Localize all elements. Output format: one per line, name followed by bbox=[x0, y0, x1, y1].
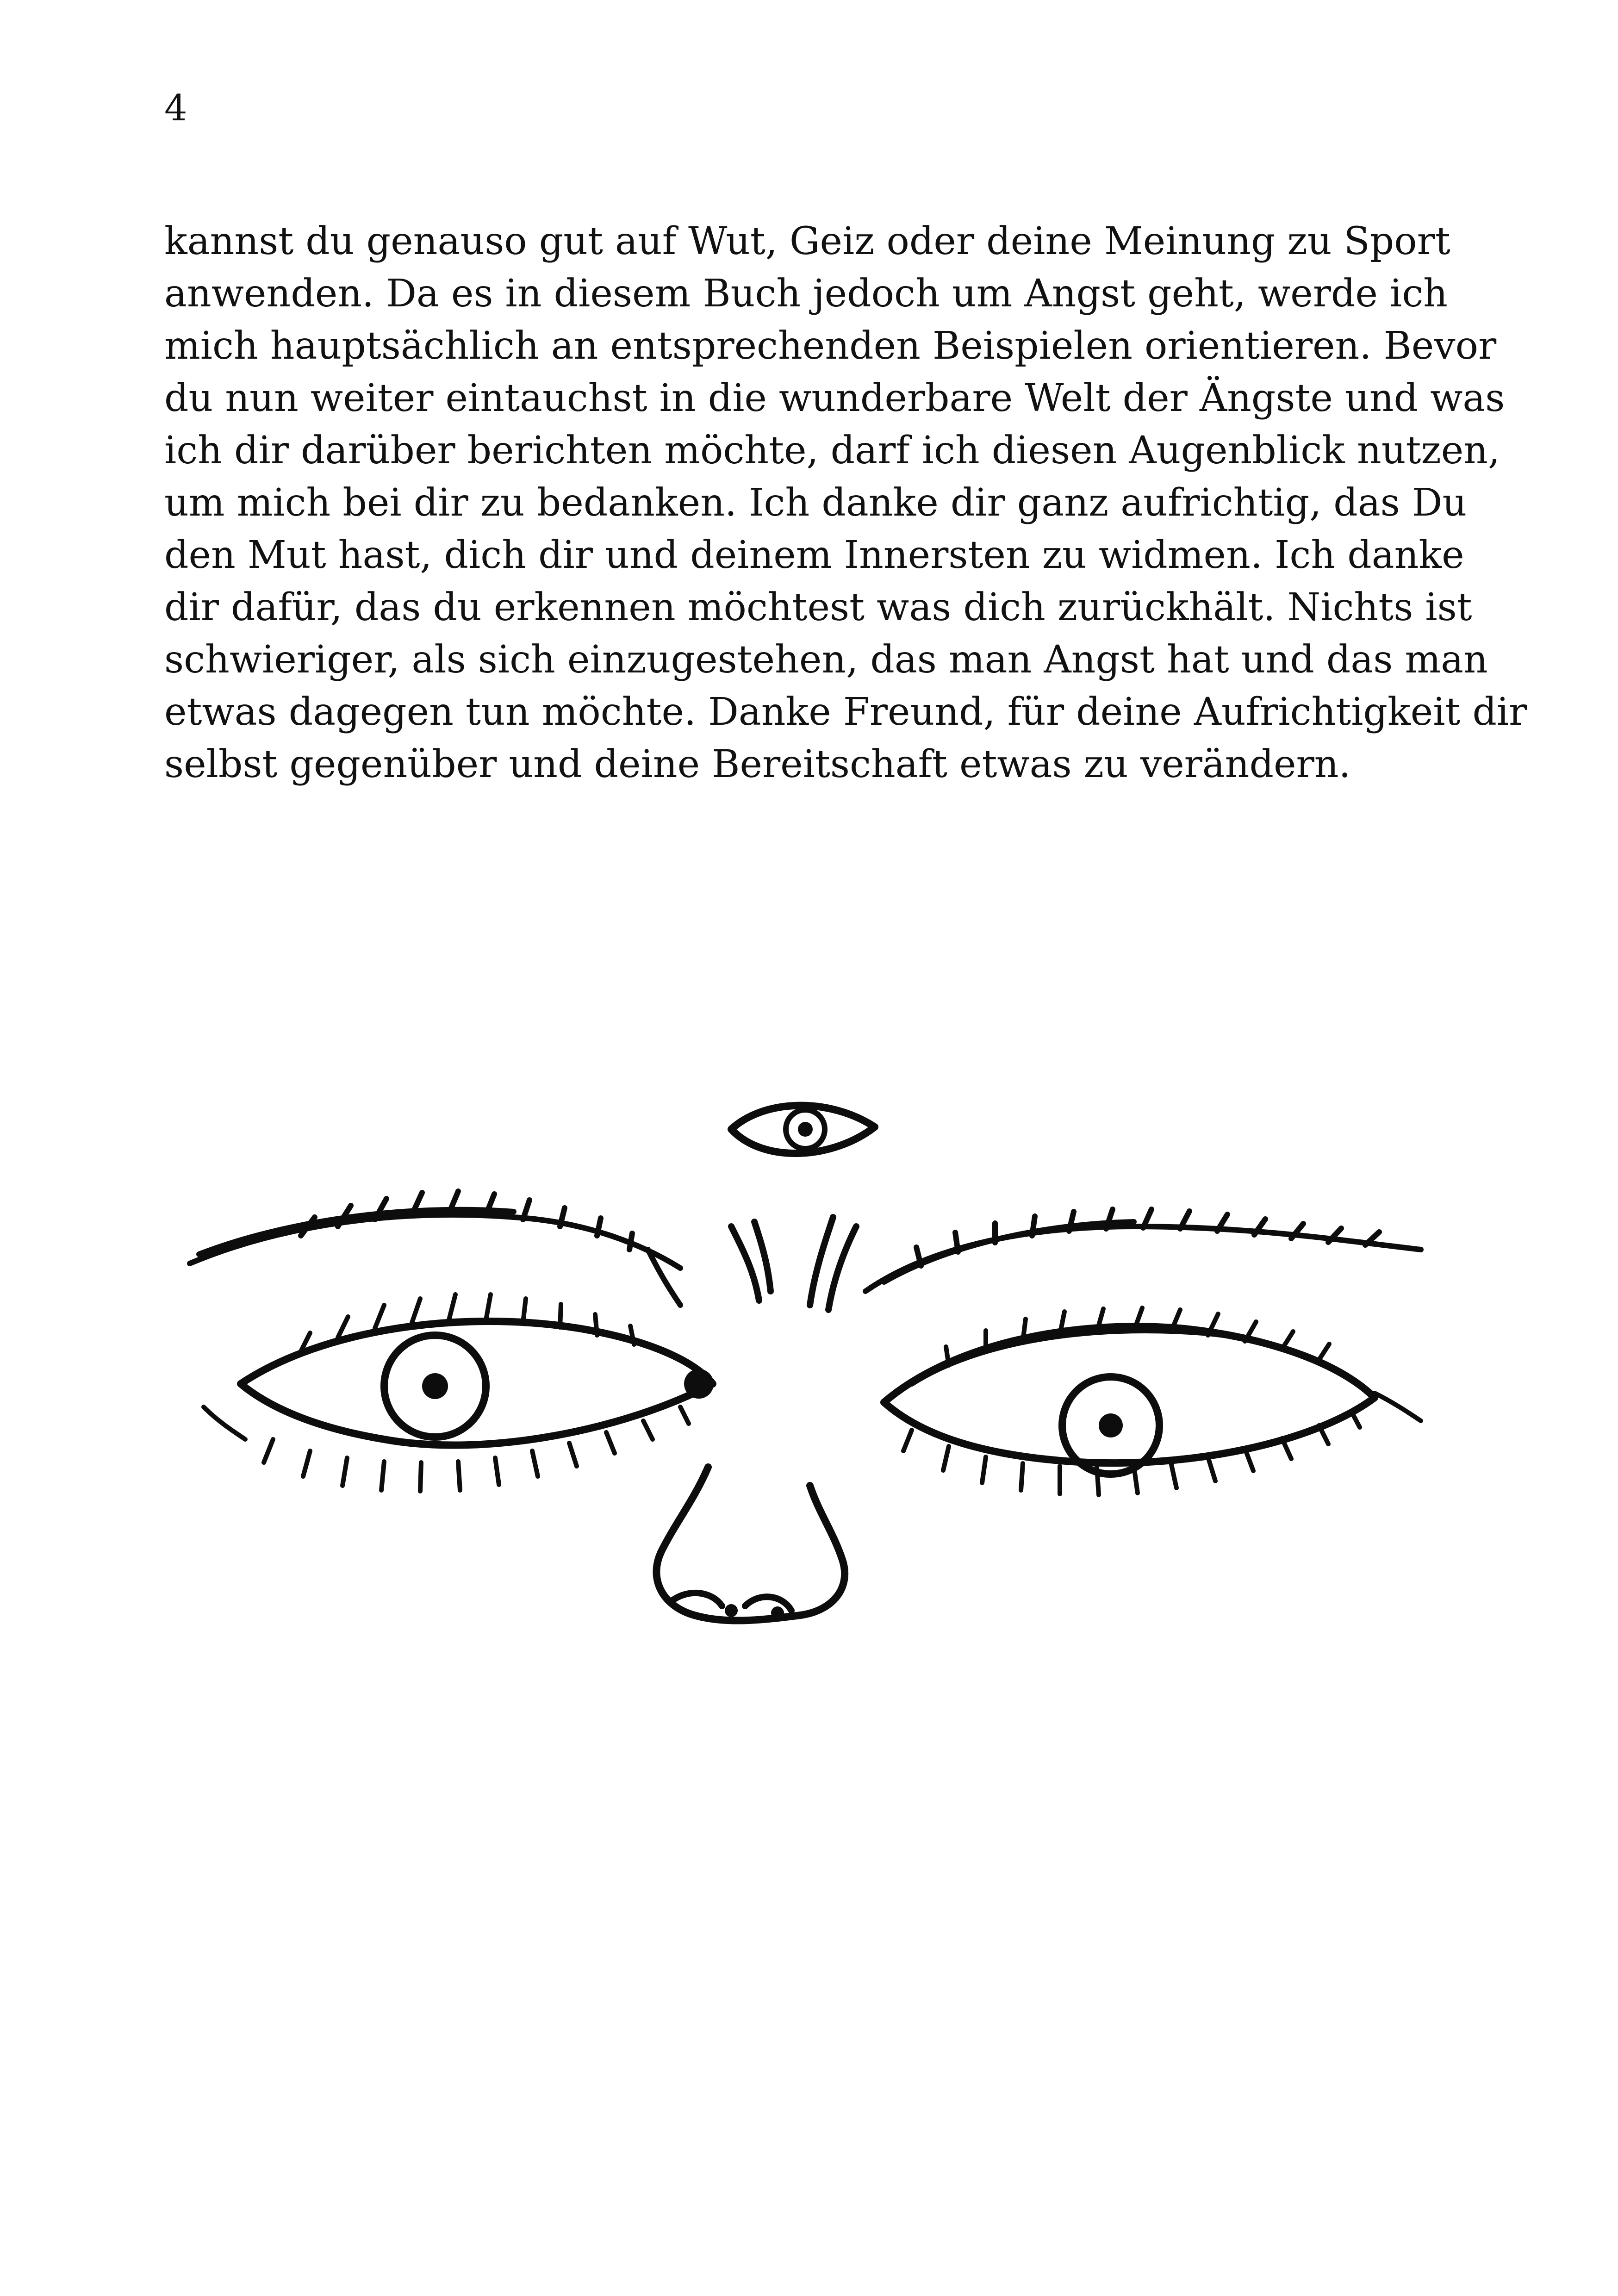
third-eye bbox=[731, 1106, 875, 1153]
left-eyebrow bbox=[190, 1191, 680, 1305]
nose bbox=[656, 1467, 845, 1621]
paragraph-line: kannst du genauso gut auf Wut, Geiz oder deine Meinung zu Sport bbox=[164, 219, 1450, 263]
paragraph-line: dir dafür, das du erkennen möchtest was dich zurückhält. Nichts ist bbox=[164, 585, 1472, 629]
paragraph-line: mich hauptsächlich an entsprechenden Beispielen orientieren. Bevor bbox=[164, 324, 1497, 368]
paragraph-line: ich dir darüber berichten möchte, darf ich diesen Augenblick nutzen, bbox=[164, 429, 1500, 473]
right-eyebrow bbox=[865, 1209, 1421, 1291]
paragraph-line: den Mut hast, dich dir und deinem Innersten zu widmen. Ich danke bbox=[164, 533, 1464, 577]
page-number: 4 bbox=[164, 87, 187, 129]
face-eyes-illustration bbox=[162, 1032, 1458, 1726]
paragraph-line: anwenden. Da es in diesem Buch jedoch um Angst geht, werde ich bbox=[164, 272, 1448, 316]
paragraph-line: schwieriger, als sich einzugestehen, das man Angst hat und das man bbox=[164, 638, 1488, 682]
brow-furrow bbox=[731, 1217, 856, 1310]
paragraph-line: etwas dagegen tun möchte. Danke Freund, für deine Aufrichtigkeit dir bbox=[164, 690, 1527, 734]
right-eye bbox=[884, 1308, 1421, 1495]
paragraph-line: du nun weiter eintauchst in die wunderbare Welt der Ängste und was bbox=[164, 376, 1505, 420]
paragraph-line: selbst gegenüber und deine Bereitschaft etwas zu verändern. bbox=[164, 742, 1351, 786]
left-eye bbox=[204, 1294, 714, 1491]
paragraph-line: um mich bei dir zu bedanken. Ich danke dir ganz aufrichtig, das Du bbox=[164, 481, 1467, 525]
eyes-drawing bbox=[162, 1032, 1458, 1726]
body-paragraph bbox=[164, 215, 1527, 790]
